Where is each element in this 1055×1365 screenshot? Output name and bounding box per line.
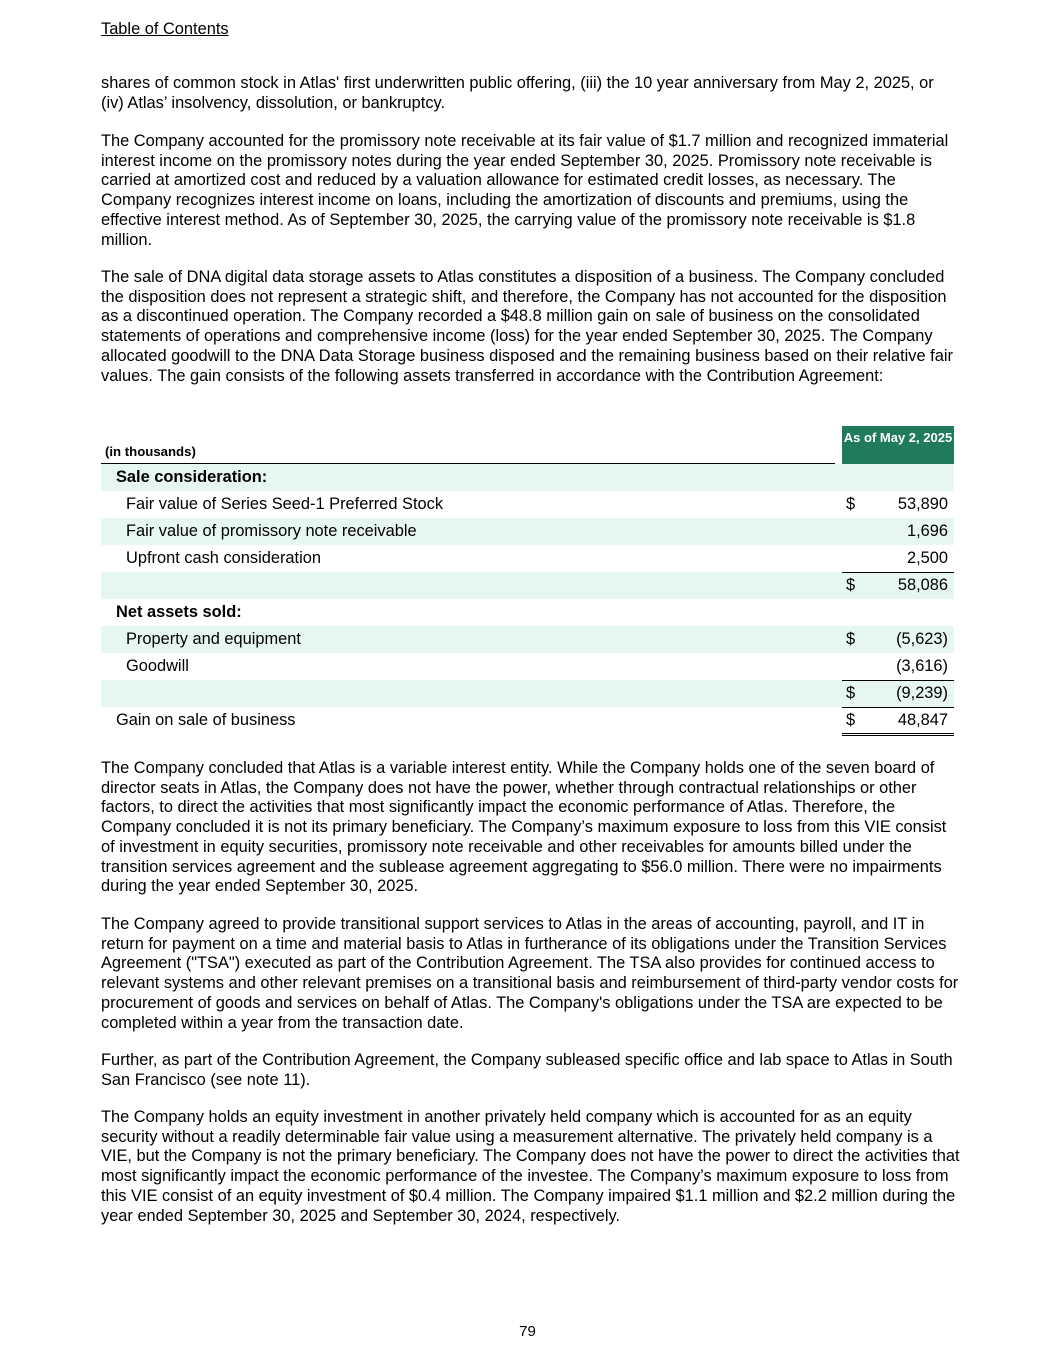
- gain-on-sale-table: [101, 426, 954, 734]
- table-row-series-seed: [101, 491, 954, 518]
- paragraph-variable-interest-entity: The Company concluded that Atlas is a variable interest entity. While the Company holds one of the seven board of director seats in Atlas, the Company does not have the power, whether through contractual relationships or other factors, to direct the activities that most significantly impact the economic performance of Atlas. Therefore, the Company concluded it is not its primary beneficiary. The Company’s maximum exposure to loss from this VIE consist of investment in equity securities, promissory note receivable and other receivables for amounts billed under the transition services agreement and the sublease agreement aggregating to $56.0 million. There were no impairments during the year ended September 30, 2025.: [101, 759, 947, 896]
- row-value: 53,890: [897, 495, 948, 513]
- paragraph-sale-of-dna-storage: The sale of DNA digital data storage assets to Atlas constitutes a disposition of a business. The Company concluded the disposition does not represent a strategic shift, and therefore, the Company has not accounted for the disposition as a discontinued operation. The Company recorded a $48.8 million gain on sale of business on the consolidated statements of operations and comprehensive income (loss) for the year ended September 30, 2025. The Company allocated goodwill to the DNA Data Storage business disposed and the remaining business based on their relative fair values. The gain consists of the following assets transferred in accordance with the Contribution Agreement:: [101, 268, 953, 385]
- section-label: Net assets sold:: [116, 603, 242, 621]
- column-header-as-of-date: As of May 2, 2025: [842, 426, 954, 464]
- row-label: Upfront cash consideration: [126, 549, 321, 567]
- paragraph-equity-investment: The Company holds an equity investment in another privately held company which is accounted for as an equity security without a readily determinable fair value using a measurement alternative. The privately held company is a VIE, but the Company is not the primary beneficiary. The Company does not have the power to direct the activities that most significantly impact the economic performance of the investee. The Company’s maximum exposure to loss from this VIE consist of an equity investment of $0.4 million. The Company impaired $1.1 million and $2.2 million during the year ended September 30, 2025 and September 30, 2024, respectively.: [101, 1108, 960, 1225]
- table-row-gain-on-sale: [101, 707, 954, 734]
- row-label: Gain on sale of business: [116, 711, 296, 729]
- table-row-sale-consideration: [101, 464, 954, 491]
- currency-symbol: $: [846, 711, 856, 729]
- paragraph-promissory-note: The Company accounted for the promissory note receivable at its fair value of $1.7 million and recognized immaterial interest income on the promissory notes during the year ended September 30, 2025. Promissory note receivable is carried at amortized cost and reduced by a valuation allowance for estimated credit losses, as necessary. The Company recognizes interest income on loans, including the amortization of discounts and premiums, using the effective interest method. As of September 30, 2025, the carrying value of the promissory note receivable is $1.8 million.: [101, 132, 949, 249]
- currency-symbol: $: [846, 576, 856, 594]
- section-label: Sale consideration:: [116, 468, 268, 486]
- table-row-net-assets-sold: [101, 599, 954, 626]
- row-value: 58,086: [897, 576, 948, 594]
- table-row-property-equipment: [101, 626, 954, 653]
- row-label: Fair value of promissory note receivable: [126, 522, 417, 540]
- currency-symbol: $: [846, 630, 856, 648]
- table-row-promissory-note: [101, 518, 954, 545]
- row-value: (9,239): [896, 684, 948, 702]
- paragraph-sublease: Further, as part of the Contribution Agreement, the Company subleased specific office and lab space to Atlas in South San Francisco (see note 11).: [101, 1051, 953, 1089]
- paragraph-transition-services: The Company agreed to provide transitional support services to Atlas in the areas of accounting, payroll, and IT in return for payment on a time and material basis to Atlas in furtherance of its obligations under the Transition Services Agreement ("TSA") executed as part of the Contribution Agreement. The TSA also provides for continued access to relevant systems and other relevant premises on a transitional basis and reimbursement of third-party vendor costs for procurement of goods and services on behalf of Atlas. The Company's obligations under the TSA are expected to be completed within a year from the transaction date.: [101, 915, 959, 1032]
- currency-symbol: $: [846, 684, 856, 702]
- row-label: Fair value of Series Seed-1 Preferred Stock: [126, 495, 444, 513]
- row-value: (3,616): [896, 657, 948, 675]
- table-row-consideration-total: [101, 572, 954, 599]
- currency-symbol: $: [846, 495, 856, 513]
- row-label: Goodwill: [126, 657, 189, 675]
- table-of-contents-link[interactable]: Table of Contents: [101, 20, 229, 38]
- row-value: 2,500: [906, 549, 948, 567]
- table-row-upfront-cash: [101, 545, 954, 572]
- table-row-goodwill: [101, 653, 954, 680]
- table-header: [101, 426, 954, 464]
- row-value: 1,696: [906, 522, 948, 540]
- paragraph-atlas-terms: shares of common stock in Atlas' first underwritten public offering, (iii) the 10 year anniversary from May 2, 2025, or (iv) Atlas’ insolvency, dissolution, or bankruptcy.: [101, 74, 934, 112]
- row-value: (5,623): [896, 630, 948, 648]
- row-label: Property and equipment: [126, 630, 301, 648]
- table-row-net-assets-total: [101, 680, 954, 707]
- row-value: 48,847: [897, 711, 948, 729]
- units-label: (in thousands): [105, 444, 196, 459]
- page-number: 79: [519, 1323, 536, 1340]
